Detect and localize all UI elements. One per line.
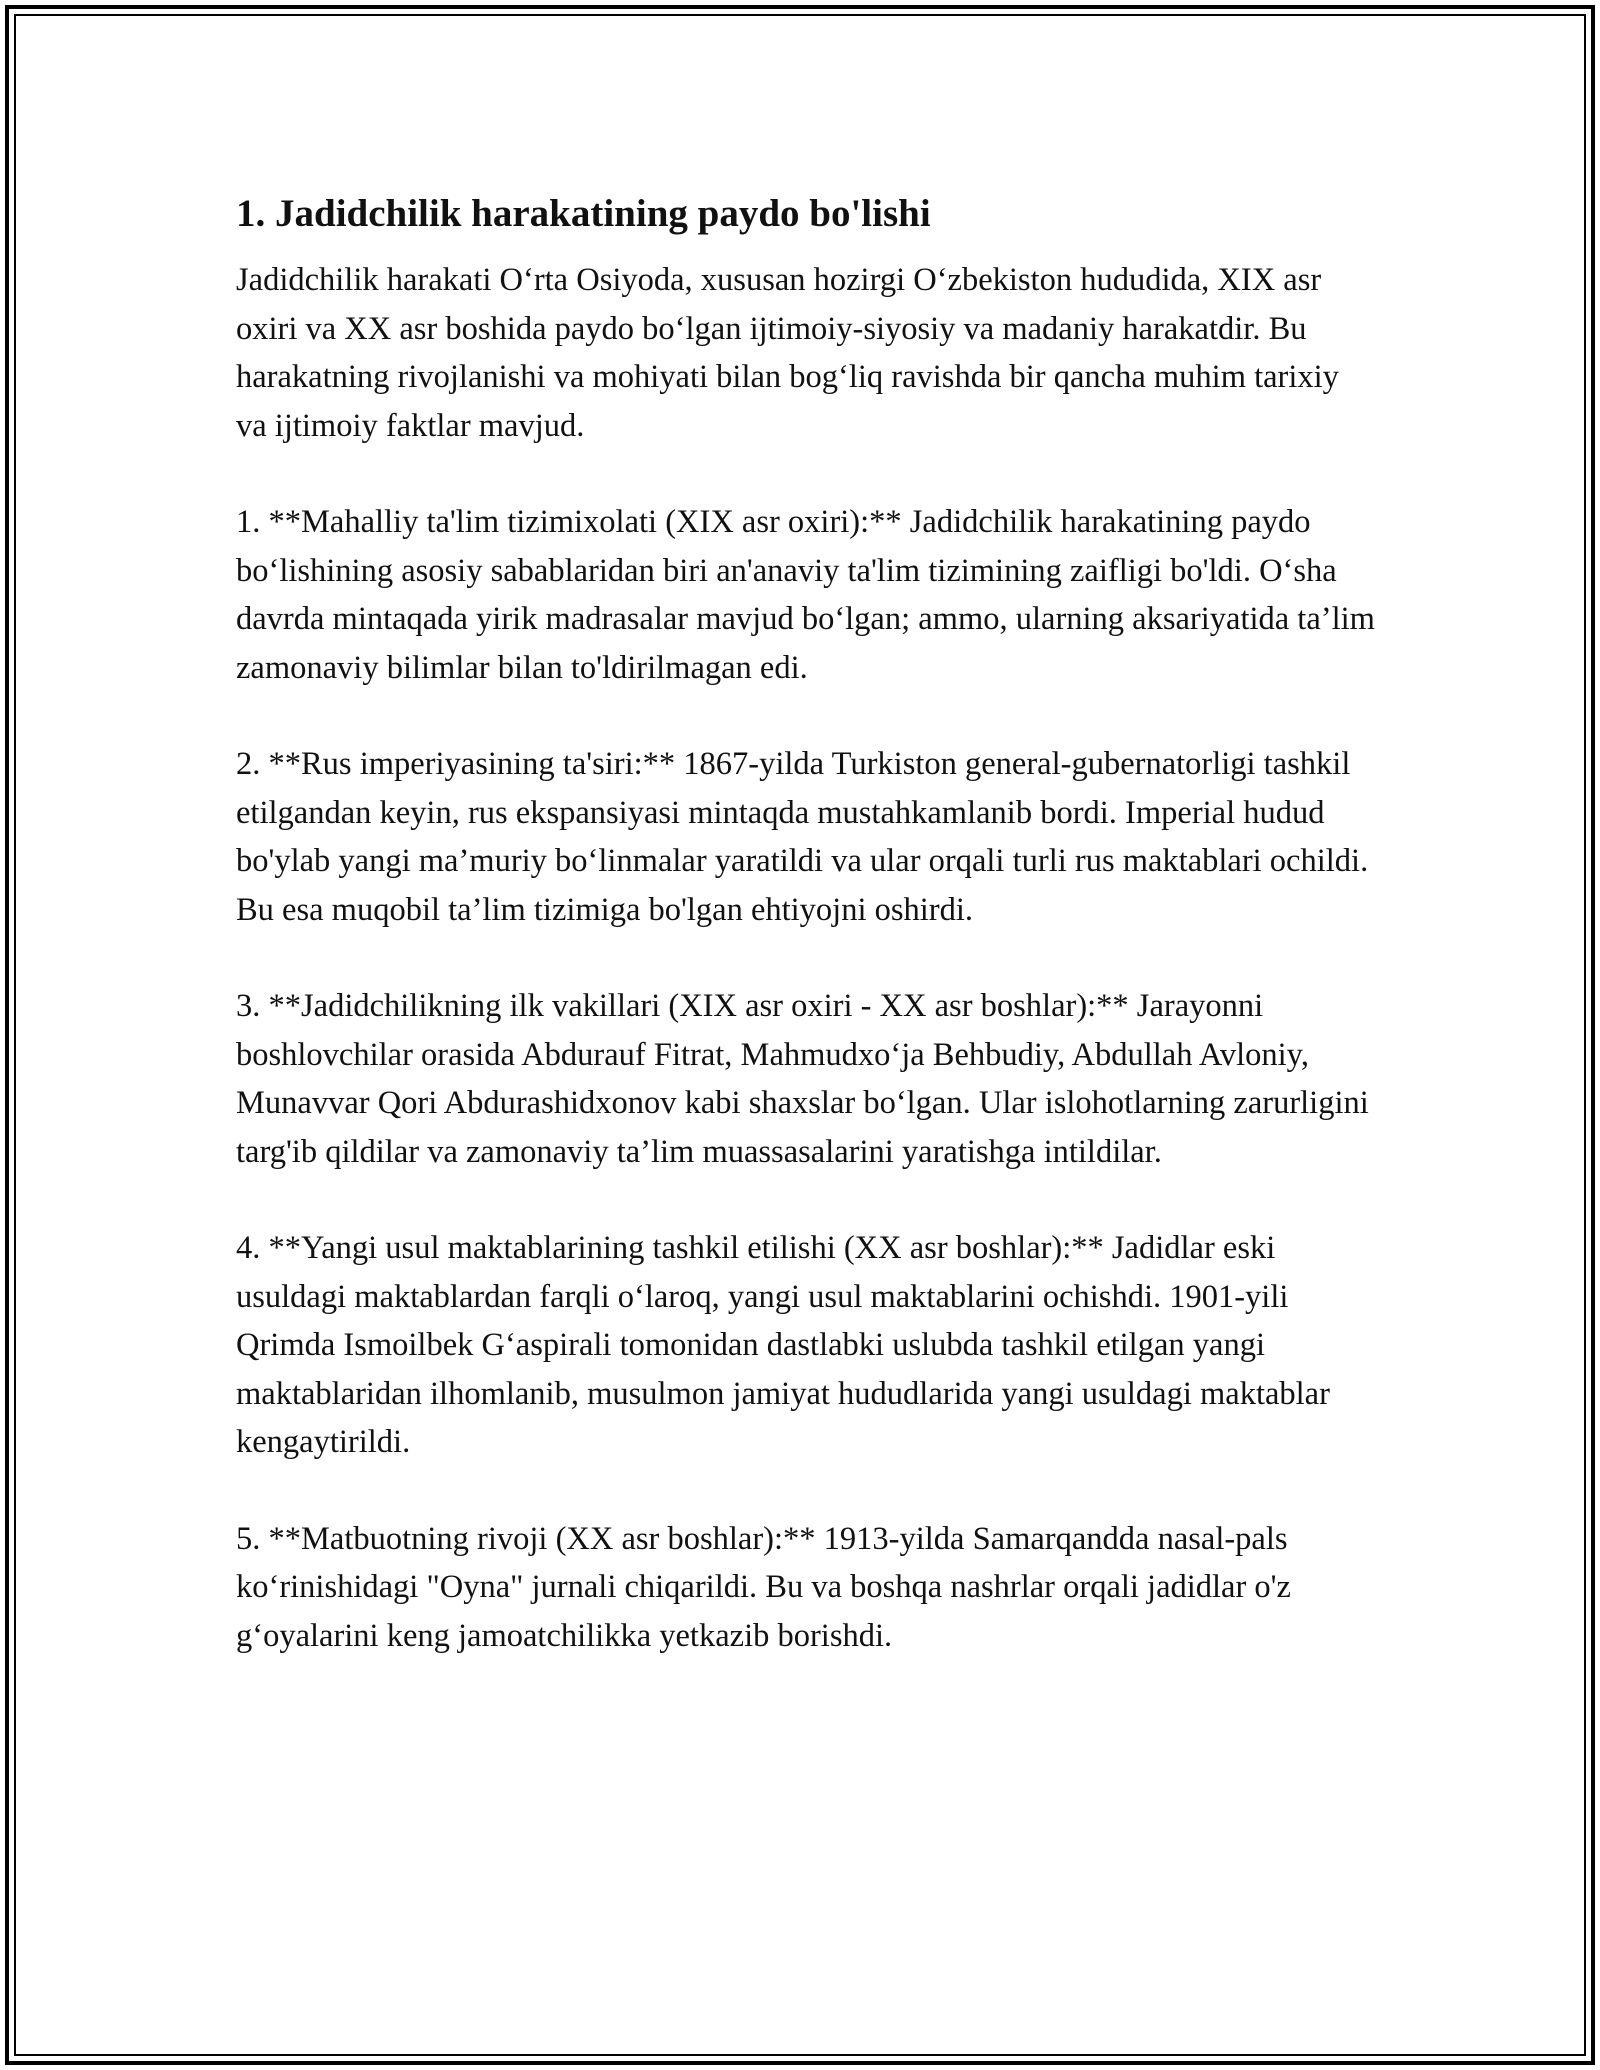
paragraph-3-first-representatives: 3. **Jadidchilikning ilk vakillari (XIX asr oxiri - XX asr boshlar):** Jarayonni boshlovchilar orasida Abdurauf Fitrat, Mahmudxo‘ja Behbudiy, Abdullah Avloniy, Munavvar Qori Abdurashidxonov kabi shaxslar bo‘lgan. Ular islohotlarning zarurligini targ'ib qildilar va zamonaviy ta’lim muassasalarini yaratishga intildilar. [236, 988, 1369, 1170]
intro-paragraph: Jadidchilik harakati O‘rta Osiyoda, xususan hozirgi O‘zbekiston hududida, XIX asr oxiri va XX asr boshida paydo bo‘lgan ijtimoiy-siyosiy va madaniy harakatdir. Bu harakatning rivojlanishi va mohiyati bilan bog‘liq ravishda bir qancha muhim tarixiy va ijtimoiy faktlar mavjud. [236, 262, 1339, 444]
paragraph-1-local-education: 1. **Mahalliy ta'lim tizimixolati (XIX asr oxiri):** Jadidchilik harakatining paydo bo‘lishining asosiy sabablaridan biri an'anaviy ta'lim tizimining zaifligi bo'ldi. O‘sha davrda mintaqada yirik madrasalar mavjud bo‘lgan; ammo, ularning aksariyatida ta’lim zamonaviy bilimlar bilan to'ldirilmagan edi. [236, 504, 1375, 686]
paragraph-2-russian-empire: 2. **Rus imperiyasining ta'siri:** 1867-yilda Turkiston general-gubernatorligi tashkil etilgandan keyin, rus ekspansiyasi mintaqda mustahkamlanib bordi. Imperial hudud bo'ylab yangi ma’muriy bo‘linmalar yaratildi va ular orqali turli rus maktablari ochildi. Bu esa muqobil ta’lim tizimiga bo'lgan ehtiyojni oshirdi. [236, 746, 1369, 928]
document-body [236, 186, 1376, 1708]
paragraph-4-new-method-schools: 4. **Yangi usul maktablarining tashkil etilishi (XX asr boshlar):** Jadidlar eski usuldagi maktablardan farqli o‘laroq, yangi usul maktablarini ochishdi. 1901-yili Qrimda Ismoilbek G‘aspirali tomonidan dastlabki uslubda tashkil etilgan yangi maktablaridan ilhomlanib, musulmon jamiyat hududlarida yangi usuldagi maktablar kengaytirildi. [236, 1230, 1330, 1460]
paragraph-5-press-development: 5. **Matbuotning rivoji (XX asr boshlar):** 1913-yilda Samarqandda nasal-pals ko‘rinishidagi "Oyna" jurnali chiqarildi. Bu va boshqa nashrlar orqali jadidlar o'z g‘oyalarini keng jamoatchilikka yetkazib borishdi. [236, 1520, 1291, 1654]
document-title: 1. Jadidchilik harakatining paydo bo'lishi [236, 192, 931, 235]
